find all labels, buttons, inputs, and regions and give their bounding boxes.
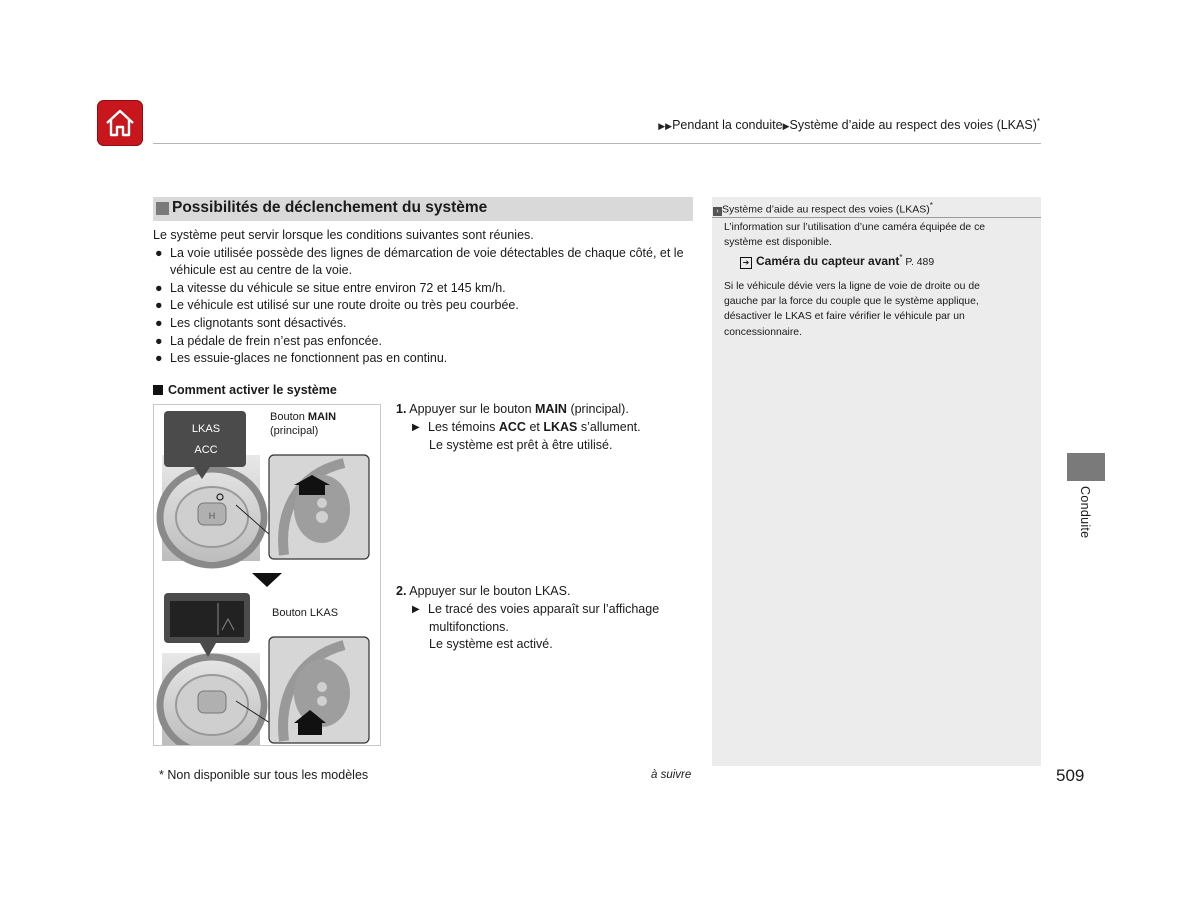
illustration-svg [154,405,380,745]
page-number: 509 [1056,766,1085,785]
section-square-icon [156,202,169,215]
list-item: ● Le véhicule est utilisé sur une route droite ou très peu courbée. [155,298,519,313]
lkas-button-callout: Bouton LKAS [272,607,339,619]
footnote: * Non disponible sur tous les modèles [159,768,369,782]
activate-heading: Comment activer le système [153,383,337,397]
list-item: ● Les essuie-glaces ne fonctionnent pas en continu. [155,351,448,366]
continue-note: à suivre [651,769,692,781]
list-item: ● La pédale de frein n’est pas enfoncée. [155,333,382,348]
side-note-para-2: Si le véhicule dévie vers la ligne de voie de droite ou de gauche par la force du couple que le système applique, désactiver le LKAS et faire vérifier le véhicule par un concessionnaire. [724,281,980,338]
result-arrow-icon: ▶ [412,603,420,615]
side-note-para-1: L’information sur l’utilisation d’une caméra équipée de ce système est disponible. ➜ Caméra du capteur avant* P. 489 [724,220,1029,271]
header-divider [153,143,1041,144]
list-item: ● La vitesse du véhicule se situe entre environ 72 et 145 km/h. [155,280,506,295]
home-icon [103,107,137,139]
cross-reference-icon: ➜ [740,257,752,269]
side-note-heading: › Système d’aide au respect des voies (LKAS)* [712,197,1041,218]
main-button-callout: Bouton MAIN (principal) [270,411,337,437]
intro-text: Le système peut servir lorsque les conditions suivantes sont réunies. [153,228,534,242]
lkas-indicator: LKAS [191,423,221,435]
section-title-band [153,197,693,221]
result-arrow-icon: ▶ [412,421,420,433]
note-marker-icon: › [713,207,722,216]
chapter-tab-label[interactable]: Conduite [1078,486,1092,539]
step-2: 2. Appuyer sur le bouton LKAS. ▶ Le tracé des voies apparaît sur l’affichage multifonctions. Le système est activé. [396,584,660,652]
breadcrumb [658,117,1040,132]
breadcrumb-item-1[interactable]: Pendant la conduite [672,118,783,133]
conditions-list [153,227,698,368]
chapter-tab-marker[interactable] [1067,453,1105,481]
list-item: ● Les clignotants sont désactivés. [155,315,347,330]
section-title: Possibilités de déclenchement du système [172,199,488,216]
home-button[interactable] [97,100,143,146]
step-1: 1. Appuyer sur le bouton MAIN (principal). ▶ Les témoins ACC et LKAS s’allument. Le système est prêt à être utilisé. [396,402,641,452]
breadcrumb-arrow-icon: ▶ [782,121,790,132]
heading-square-icon [153,385,163,395]
acc-indicator: ACC [194,444,218,456]
breadcrumb-arrow-icon: ▶▶ [658,121,673,132]
steering-wheel-illustration [153,404,381,746]
breadcrumb-asterisk: * [1036,117,1040,126]
list-item: ● La voie utilisée possède des lignes de démarcation de voie détectables de chaque côté, et le véhicule est au centre de la voie. [155,245,684,278]
breadcrumb-item-2[interactable]: Système d’aide au respect des voies (LKAS) [789,118,1037,133]
camera-link[interactable]: ➜ Caméra du capteur avant* P. 489 [724,250,1029,271]
svg-text:H: H [208,511,216,521]
